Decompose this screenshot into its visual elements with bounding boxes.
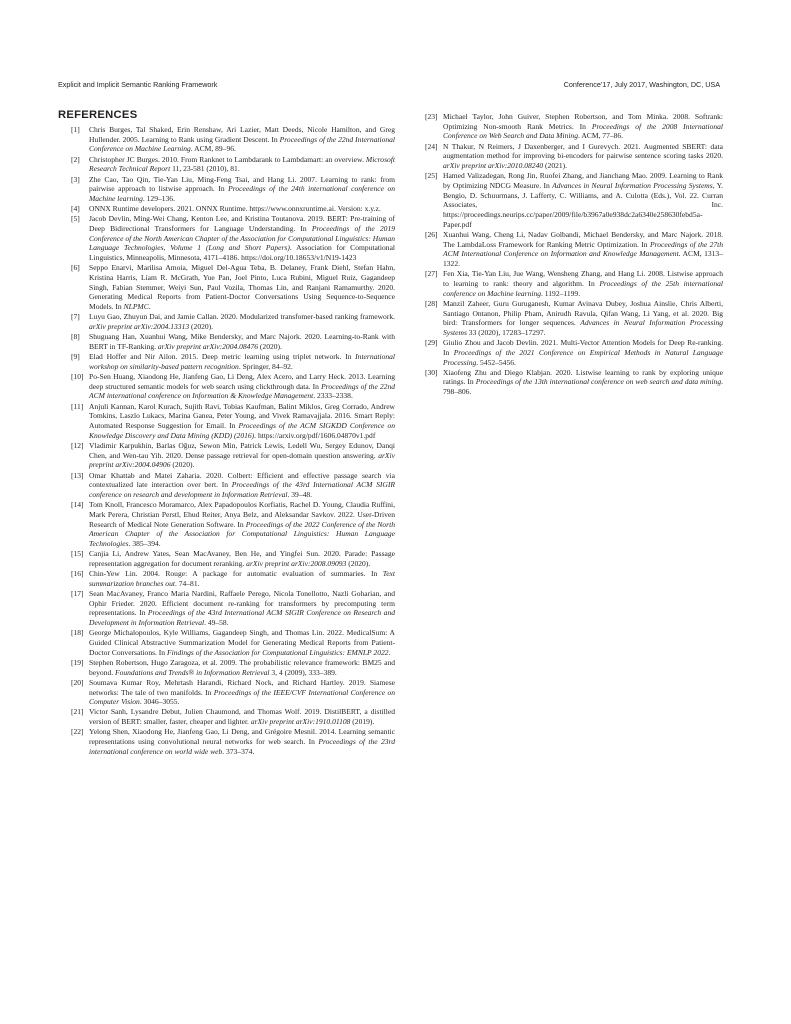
references-right-column	[412, 112, 723, 397]
reference-number: [29]	[425, 338, 438, 348]
reference-venue: arXiv preprint arXiv:2008.09093	[246, 558, 347, 568]
reference-tail: . Springer, 84–92.	[238, 361, 293, 371]
reference-item	[58, 589, 395, 628]
reference-venue: arXiv preprint arXiv:1910.01108	[250, 717, 351, 727]
reference-tail: .	[148, 302, 151, 312]
reference-venue: Findings of the Association for Computational Linguistics: EMNLP 2022	[166, 647, 389, 657]
reference-venue: Advances in Neural Information Processing Systems	[443, 318, 723, 337]
reference-tail: (2019).	[350, 717, 375, 727]
reference-number: [19]	[71, 657, 84, 667]
reference-number: [8]	[71, 332, 80, 342]
reference-venue: arXiv preprint arXiv:2004.08476	[157, 341, 259, 351]
reference-venue: Proceedings of the ACM SIGKDD Conference on Knowledge Discovery and Data Mining (KDD) (2016)	[89, 421, 396, 440]
reference-number: [2]	[71, 154, 80, 164]
reference-venue: Proceedings of the 27th ACM International Conference on Information and Knowledge Management	[443, 239, 723, 259]
reference-venue: Text summarization branches out	[89, 569, 395, 588]
reference-item	[58, 372, 395, 401]
reference-item	[58, 678, 395, 707]
reference-text: Xuanhui Wang, Cheng Li, Nadav Golbandi, Michael Bendersky, and Marc Najork. 2018. The LambdaLoss Framework for Ranking Metric Optimization. In	[443, 229, 723, 249]
reference-number: [30]	[425, 367, 438, 377]
reference-number: [24]	[425, 141, 438, 151]
reference-number: [4]	[71, 204, 80, 214]
reference-number: [15]	[71, 549, 84, 559]
reference-tail: . https://arxiv.org/pdf/1606.04870v1.pdf	[254, 430, 376, 440]
reference-venue: Proceedings of the IEEE/CVF International Conference on Computer Vision	[89, 687, 395, 707]
section-title: REFERENCES	[58, 109, 138, 121]
reference-venue: Proceedings of the 43rd International ACM SIGIR conference on research and development in Information Retrieval	[89, 480, 395, 500]
reference-tail: . ACM, 77–86.	[577, 131, 624, 141]
reference-venue: arXiv preprint arXiv:2004.13313	[89, 322, 190, 332]
reference-number: [16]	[71, 569, 84, 579]
reference-text: N Thakur, N Reimers, J Daxenberger, and I Gurevych. 2021. Augmented SBERT: data augmentation method for improving bi-encoders for pairwise sentence scoring tasks 2020.	[443, 141, 723, 161]
reference-tail: 33 (2020), 17283–17297.	[466, 327, 546, 337]
reference-venue: Proceedings of the 22nd International Conference on Machine Learning	[89, 134, 395, 154]
reference-item	[412, 112, 723, 141]
reference-venue: Proceedings of the 22nd ACM international conference on Information & Knowledge Management	[89, 381, 395, 401]
reference-text: Michael Taylor, John Guiver, Stephen Robertson, and Tom Minka. 2008. Softrank: Optimizing Non-smooth Rank Metrics. In	[443, 112, 723, 131]
reference-tail: (2020).	[346, 558, 371, 568]
reference-tail: . 74–81.	[174, 578, 200, 588]
reference-text: Victor Sanh, Lysandre Debut, Julien Chaumond, and Thomas Wolf. 2019. DistilBERT, a distilled version of BERT: smaller, faster, cheaper and lighter.	[89, 707, 395, 727]
reference-text: Zhe Cao, Tao Qin, Tie-Yan Liu, Ming-Feng Tsai, and Hang Li. 2007. Learning to rank: from pairwise approach to listwise approach. In	[89, 174, 395, 194]
reference-number: [17]	[71, 589, 84, 599]
reference-tail: , Y. Bengio, D. Schuurmans, J. Lafferty, C. Williams, and A. Culotta (Eds.), Vol. 22. Curran Associates, Inc. https://proceedings.neurips.cc/paper/2009/file/b3967a0e938dc2a6340e258630febd5a-Paper.pdf	[443, 180, 723, 229]
reference-tail: .	[388, 647, 391, 657]
reference-number: [12]	[71, 441, 84, 450]
reference-text: Fen Xia, Tie-Yan Liu, Jue Wang, Wensheng Zhang, and Hang Li. 2008. Listwise approach to learning to rank: theory and algorithm. In	[443, 269, 723, 288]
reference-venue: Proceedings of the 2022 Conference of the North American Chapter of the Association for Computational Linguistics: Human Language Technologies	[89, 519, 395, 549]
reference-tail: . 798–806.	[443, 377, 723, 397]
reference-text: Tom Knoll, Francesco Moramarco, Alex Papadopoulos Korfiatis, Rachel D. Young, Claudia Ruffini, Mark Perera, Christian Perstl, Ehud Reiter, Anya Belz, and Aleksandar Savkov. 2022. User-Driven Research of Medical Note Generation Software. In	[89, 500, 395, 529]
reference-text: Christopher JC Burges. 2010. From Ranknet to Lambdarank to Lambdamart: an overview.	[89, 154, 366, 164]
reference-tail: . 1192–1199.	[541, 288, 581, 298]
reference-item	[58, 569, 395, 588]
reference-item	[58, 312, 395, 331]
reference-text: Stephen Robertson, Hugo Zaragoza, et al. 2009. The probabilistic relevance framework: BM25 and beyond.	[89, 657, 395, 677]
reference-item	[58, 175, 395, 204]
reference-tail: . 129–136.	[142, 193, 175, 203]
reference-tail: (2021).	[543, 161, 568, 171]
reference-text: Elad Hoffer and Nir Ailon. 2015. Deep metric learning using triplet network. In	[89, 352, 356, 362]
reference-number: [27]	[425, 269, 438, 279]
reference-venue: Proceedings of the 25th international conference on Machine learning	[443, 278, 723, 298]
reference-item	[412, 230, 723, 269]
reference-venue: Microsoft Research Technical Report	[89, 154, 395, 174]
reference-number: [22]	[71, 727, 84, 737]
reference-number: [10]	[71, 372, 84, 382]
reference-number: [20]	[71, 677, 84, 687]
reference-text: Hamed Valizadegan, Rong Jin, Ruofei Zhang, and Jianchang Mao. 2009. Learning to Rank by Optimizing NDCG Measure. In	[443, 171, 723, 190]
reference-item	[58, 155, 395, 174]
reference-item	[58, 628, 395, 657]
reference-venue: Proceedings of the 2019 Conference of the North American Chapter of the Association for Computational Linguistics: Human Language Technologies, Volume 1 (Long and Short Papers)	[89, 224, 395, 253]
reference-item	[412, 142, 723, 171]
reference-venue: NLPMC	[123, 302, 149, 312]
reference-text: ONNX Runtime developers. 2021. ONNX Runtime. https://www.onnxruntime.ai. Version: x.y.z.	[89, 204, 381, 214]
reference-number: [11]	[71, 401, 84, 411]
reference-tail: . 5452–5456.	[476, 357, 516, 367]
reference-text: Luyu Gao, Zhuyun Dai, and Jamie Callan. 2020. Modularized transfomer-based ranking framework.	[89, 312, 395, 322]
reference-tail: (2020).	[189, 322, 214, 332]
reference-venue: Proceedings of the 13th international conference on web search and data mining	[475, 377, 722, 387]
reference-item	[412, 299, 723, 338]
reference-venue: Proceedings of the 2021 Conference on Empirical Methods in Natural Language Processing	[443, 347, 723, 367]
reference-tail: 3, 4 (2009), 333–389.	[269, 667, 337, 677]
reference-item	[58, 332, 395, 351]
reference-tail: 11, 23-581 (2010), 81.	[170, 164, 240, 174]
reference-number: [21]	[71, 707, 84, 717]
reference-item	[58, 214, 395, 263]
reference-item	[58, 263, 395, 312]
reference-text: Vladimir Karpukhin, Barlas Oğuz, Sewon Min, Patrick Lewis, Ledell Wu, Sergey Edunov, Danqi Chen, and Wen-tau Yih. 2020. Dense passage retrieval for open-domain question answering.	[89, 441, 395, 460]
reference-number: [14]	[71, 500, 84, 510]
reference-tail: . 39–48.	[287, 490, 312, 500]
reference-item	[58, 658, 395, 677]
reference-venue: Proceedings of the 23rd international conference on world wide web	[89, 737, 395, 756]
reference-number: [13]	[71, 470, 84, 480]
reference-text: Shuguang Han, Xuanhui Wang, Mike Bendersky, and Marc Najork. 2020. Learning-to-Rank with BERT in TF-Ranking.	[89, 332, 395, 351]
reference-item	[58, 500, 395, 549]
reference-tail: . Association for Computational Linguistics, Minneapolis, Minnesota, 4171–4186. https://doi.org/10.18653/v1/N19-1423	[89, 243, 396, 263]
reference-number: [26]	[425, 229, 438, 239]
reference-text: George Michalopoulos, Kyle Williams, Gagandeep Singh, and Thomas Lin. 2022. MedicalSum: A Guided Clinical Abstractive Summarization Model for Generating Medical Reports from Patient-Doctor Conversations. In	[89, 628, 395, 657]
reference-text: Jacob Devlin, Ming-Wei Chang, Kenton Lee, and Kristina Toutanova. 2019. BERT: Pre-training of Deep Bidirectional Transformers for Language Understanding. In	[89, 214, 395, 234]
reference-venue: Proceedings of the 24th international conference on Machine learning	[89, 184, 395, 203]
reference-venue: International workshop on similarity-based pattern recognition	[89, 352, 395, 371]
reference-tail: . 2333–2338.	[313, 391, 353, 401]
reference-text: Xiaofeng Zhu and Diego Klabjan. 2020. Listwise learning to rank by exploring unique ratings. In	[443, 367, 723, 387]
references-left-column	[58, 109, 395, 757]
reference-item	[58, 441, 395, 470]
reference-venue: Advances in Neural Information Processing Systems	[552, 180, 713, 190]
reference-venue: Proceedings of the 2008 International Conference on Web Search and Data Mining	[443, 121, 723, 141]
reference-tail: . ACM, 1313–1322.	[443, 249, 723, 269]
reference-item	[58, 471, 395, 500]
reference-number: [5]	[71, 214, 80, 224]
reference-tail: . 3046–3055.	[139, 697, 180, 707]
running-header	[58, 80, 720, 92]
reference-text: Anjuli Kannan, Karol Kurach, Sujith Ravi, Tobias Kaufman, Balint Miklos, Greg Corrado, Andrew Tomkins, Laszlo Lukacs, Marina Ganea, Peter Young, and Vivek Ramavajjala. 2016. Smart Reply: Automated Response Suggestion for Email. In	[89, 401, 395, 431]
reference-tail: (2020).	[170, 460, 195, 470]
reference-number: [1]	[71, 125, 80, 134]
reference-text: Giulio Zhou and Jacob Devlin. 2021. Multi-Vector Attention Models for Deep Re-ranking. In	[443, 338, 723, 357]
reference-number: [25]	[425, 171, 438, 181]
reference-tail: (2020).	[258, 341, 282, 351]
reference-text: Seppo Enarvi, Marilisa Amoia, Miguel Del-Agua Teba, B. Delaney, Frank Diehl, Stefan Hahn, Kristina Harris, Liam R. McGrath, Yue Pan, Joel Pinto, Luca Rubini, Miguel Ruiz, Gagandeep Singh, Fabian Stemmer, Weiyi Sun, Paul Vozila, Thomas Lin, and Ranjani Ramamurthy. 2020. Generating Medical Reports from Patient-Doctor Conversations Using Sequence-to-Sequence Models. In	[89, 263, 395, 312]
reference-item	[412, 269, 723, 298]
reference-number: [3]	[71, 174, 80, 184]
reference-text: Sean MacAvaney, Franco Maria Nardini, Raffaele Perego, Nicola Tonellotto, Nazli Goharian, and Ophir Frieder. 2020. Efficient document re-ranking for transformers by precomputing term representations. In	[89, 589, 395, 618]
reference-number: [18]	[71, 628, 84, 638]
reference-text: Soumava Kumar Roy, Mehrtash Harandi, Richard Nock, and Richard Hartley. 2019. Siamese networks: The tale of two manifolds. In	[89, 677, 395, 697]
reference-venue: arXiv preprint arXiv:2010.08240	[443, 161, 544, 171]
reference-text: Yelong Shen, Xiaodong He, Jianfeng Gao, Li Deng, and Grégoire Mesnil. 2014. Learning semantic representations using convolutional neural networks for web search. In	[89, 727, 395, 747]
reference-item	[58, 549, 395, 568]
reference-venue: Proceedings of the 43rd International ACM SIGIR Conference on Research and Development in Information Retrieval	[89, 608, 395, 628]
reference-tail: . 373–374.	[222, 746, 255, 756]
reference-number: [23]	[425, 112, 438, 121]
reference-item	[412, 171, 723, 229]
reference-item	[412, 338, 723, 367]
reference-number: [9]	[71, 352, 80, 362]
reference-item	[58, 402, 395, 441]
reference-tail: . 49–58.	[204, 618, 229, 628]
reference-text: Chris Burges, Tal Shaked, Erin Renshaw, Ari Lazier, Matt Deeds, Nicole Hamilton, and Greg Hullender. 2005. Learning to Rank using Gradient Descent. In	[89, 125, 395, 144]
reference-number: [28]	[425, 298, 438, 308]
reference-item	[412, 368, 723, 397]
reference-number: [6]	[71, 263, 80, 273]
reference-item	[58, 707, 395, 726]
reference-text: Po-Sen Huang, Xiaodong He, Jianfeng Gao, Li Deng, Alex Acero, and Larry Heck. 2013. Learning deep structured semantic models for web search using clickthrough data. In	[89, 372, 395, 391]
reference-text: Manzil Zaheer, Guru Guruganesh, Kumar Avinava Dubey, Joshua Ainslie, Chris Alberti, Santiago Ontanon, Philip Pham, Anirudh Ravula, Qifan Wang, Li Yang, et al. 2020. Big bird: Transformers for longer sequences.	[443, 298, 723, 328]
reference-item	[58, 352, 395, 371]
reference-item	[58, 727, 395, 756]
reference-text: Chin-Yew Lin. 2004. Rouge: A package for automatic evaluation of summaries. In	[89, 569, 383, 579]
header-conference: Conference’17, July 2017, Washington, DC, USA	[563, 80, 720, 89]
reference-venue: Foundations and Trends® in Information Retrieval	[115, 667, 270, 677]
reference-tail: . 385–394.	[128, 539, 161, 549]
reference-text: Canjia Li, Andrew Yates, Sean MacAvaney, Ben He, and Yingfei Sun. 2020. Parade: Passage representation aggregation for document reranking.	[89, 549, 395, 568]
reference-item	[58, 204, 395, 214]
reference-venue: arXiv preprint arXiv:2004.04906	[89, 450, 395, 470]
reference-tail: . ACM, 89–96.	[190, 144, 236, 154]
reference-text: Omar Khattab and Matei Zaharia. 2020. Colbert: Efficient and effective passage search via contextualized late interaction over bert. In	[89, 470, 395, 490]
header-title: Explicit and Implicit Semantic Ranking Framework	[58, 80, 218, 89]
reference-number: [7]	[71, 312, 80, 322]
reference-item	[58, 125, 395, 154]
